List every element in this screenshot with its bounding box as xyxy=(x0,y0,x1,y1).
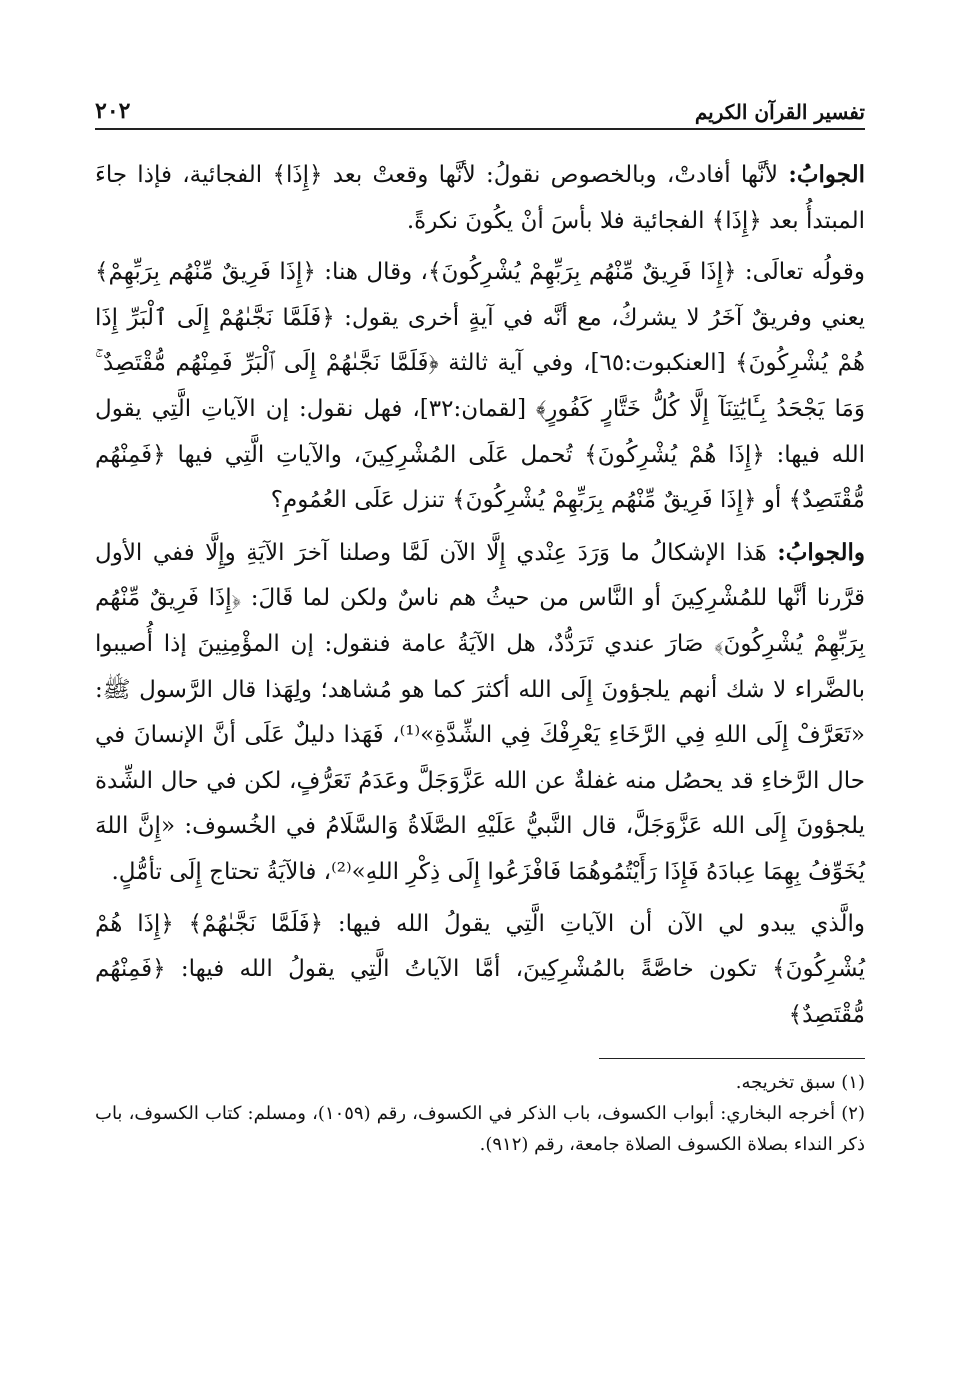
footnote: (٢) أخرجه البخاري: أبواب الكسوف، باب الذكر في الكسوف، رقم (١٠٥٩)، ومسلم: كتاب الكسوف، باب ذكر النداء بصلاة الكسوف الصلاة جامعة، رقم (٩١٢). xyxy=(95,1103,865,1156)
paragraph xyxy=(95,530,865,896)
paragraph-text: لأنَّها أفادتْ، وبالخصوص نقولُ: لأنَّها وقعتْ بعد ﴿إِذَا﴾ الفجائية، فإذا جاءَ المبتدأُ بعد ﴿إِذَا﴾ الفجائية فلا بأسَ أنْ يكُونَ نكرةً. xyxy=(95,162,865,234)
footnote-divider xyxy=(599,1058,865,1059)
page-number: ٢٠٢ xyxy=(95,98,131,124)
paragraph xyxy=(95,152,865,244)
paragraph xyxy=(95,250,865,524)
paragraph-text: وقولُه تعالَى: ﴿إِذَا فَرِيقٌ مِّنْهُم بِرَبِّهِمْ يُشْرِكُونَ﴾، وقال هنا: ﴿إِذَا فَرِيقٌ مِّنْهُم بِرَبِّهِمْ﴾ يعني وفريقٌ آخَرُ لا يشركُ، مع أنَّه في آيةٍ أخرى يقول: ﴿فَلَمَّا نَجَّىٰهُمْ إِلَى ٱلْبَرِّ إِذَا هُمْ يُشْرِكُونَ﴾ [العنكبوت:٦٥]، وفي آية ثالثة ﴿فَلَمَّا نَجَّىٰهُمْ إِلَى ٱلْبَرِّ فَمِنْهُم مُّقْتَصِدٌ ۚ وَمَا يَجْحَدُ بِـَٔايَٰتِنَآ إِلَّا كُلُّ خَتَّارٍ كَفُورٍ﴾ [لقمان:٣٢]، فهل نقول: إن الآياتِ الَّتِي يقول الله فيها: ﴿إِذَا هُمْ يُشْرِكُونَ﴾ تُحمل عَلَى المُشْرِكِينَ، والآياتِ الَّتِي فيها ﴿فَمِنْهُم مُّقْتَصِدٌ﴾ أو ﴿إِذَا فَرِيقٌ مِّنْهُم بِرَبِّهِمْ يُشْرِكُونَ﴾ تنزل عَلَى العُمُومِ؟ xyxy=(95,259,866,514)
footnotes xyxy=(95,1067,865,1160)
paragraph-lead: الجوابُ: xyxy=(788,161,865,188)
body-text xyxy=(95,152,865,1038)
page-header xyxy=(95,88,865,130)
paragraph-text: هَذا الإشكالُ ما وَرَدَ عِنْدي إِلَّا الآن لَمَّا وصلنا آخرَ الآيَةِ وإِلَّا ففي الأول قرَّرنا أنَّها للمُشْرِكِينَ أو النَّاس من حيثُ هم ناسٌ ولكن لما قَالَ: ﴿إِذَا فَرِيقٌ مِّنْهُم بِرَبِّهِمْ يُشْرِكُونَ﴾ صَارَ عندي تَرَدُّدٌ، هل الآيَةُ عامة فنقول: إن المؤْمِنِينَ إذا أُصيبوا بالضَّراء لا شك أنهم يلجؤونَ إِلَى الله أكثرَ كما هو مُشاهد؛ ولِهَذا قال الرَّسول ﷺ: «تَعَرَّفْ إِلَى اللهِ فِي الرَّخَاءِ يَعْرِفْكَ فِي الشِّدَّةِ»⁽¹⁾، فَهَذا دليلٌ عَلَى أنَّ الإنسانَ في حال الرَّخاءِ قد يحصُل منه غفلةٌ عن الله عَزَّوَجَلَّ وعَدَمُ تَعَرُّفٍ، لكن في حال الشِّدة يلجؤونَ إِلَى الله عَزَّوَجَلَّ، قال النَّبيُّ عَلَيْهِ الصَّلَاةُ وَالسَّلَامُ في الخُسوف: «إِنَّ اللهَ يُخَوِّفُ بِهِمَا عِبادَهُ فَإِذَا رَأَيْتُمُوهُمَا فَافْزَعُوا إِلَى ذِكْرِ اللهِ»⁽²⁾، فالآيَةُ تحتاج إِلَى تأمُّلٍ. xyxy=(95,539,866,885)
paragraph-lead: والجوابُ: xyxy=(777,538,865,566)
footnote: (١) سبق تخريجه. xyxy=(735,1072,865,1094)
paragraph xyxy=(95,902,865,1039)
book-page xyxy=(95,88,865,1160)
paragraph-text: والَّذي يبدو لي الآن أن الآياتِ الَّتِي يقولُ الله فيها: ﴿فَلَمَّا نَجَّىٰهُمْ﴾ ﴿إِذَا هُمْ يُشْرِكُونَ﴾ تكون خاصَّةً بالمُشْرِكِينَ، أمَّا الآياتُ الَّتِي يقولُ الله فيها: ﴿فَمِنْهُم مُّقْتَصِدٌ﴾ xyxy=(95,910,865,1028)
book-title: تفسير القرآن الكريم xyxy=(694,100,865,124)
